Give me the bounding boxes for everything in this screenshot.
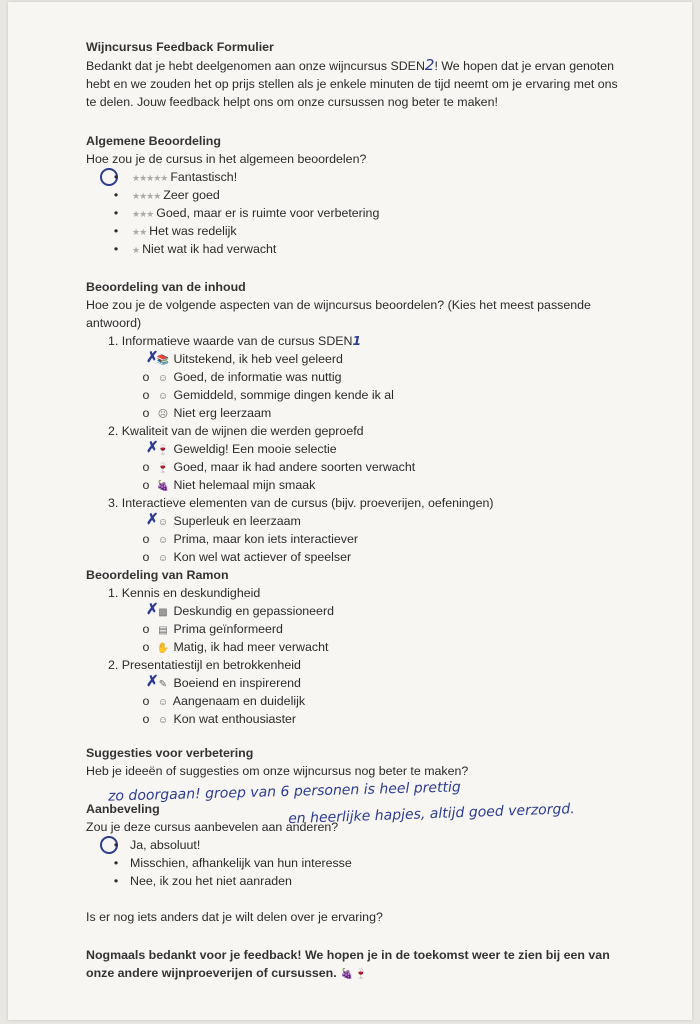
content-q1-option-2[interactable]: o ☺ Goed, de informatie was nuttig bbox=[156, 368, 342, 386]
circle-bullet-icon: o bbox=[142, 640, 150, 654]
bullet-icon: • bbox=[113, 224, 119, 238]
content-q1-option-1[interactable]: 📚 Uitstekend, ik heb veel geleerd bbox=[156, 350, 343, 368]
option-goed[interactable]: • ★★★ Goed, maar er is ruimte voor verbetering bbox=[108, 204, 379, 222]
general-question: Hoe zou je de cursus in het algemeen beoordelen? bbox=[86, 152, 367, 166]
smile-icon: ☺ bbox=[157, 715, 169, 726]
content-q2-option-1[interactable]: 🍷 Geweldig! Een mooie selectie bbox=[156, 440, 337, 458]
ramon-q2-option-3[interactable]: o ☺ Kon wat enthousiaster bbox=[156, 710, 296, 728]
handwritten-course-number: 1 bbox=[352, 333, 362, 348]
stars-icon: ★★★★★ bbox=[132, 173, 168, 183]
microphone-icon: ✎ bbox=[158, 679, 168, 690]
circle-bullet-icon: o bbox=[142, 622, 150, 636]
grapes-icon: 🍇 bbox=[156, 481, 170, 492]
bullet-icon: • bbox=[113, 874, 119, 888]
circle-bullet-icon: o bbox=[142, 460, 150, 474]
ramon-q2-option-1[interactable]: ✎ Boeiend en inspirerend bbox=[156, 674, 301, 692]
handwritten-course-number: 2 bbox=[424, 56, 435, 74]
ramon-q1-option-2[interactable]: o ▤ Prima geïnformeerd bbox=[156, 620, 283, 638]
recommend-options bbox=[86, 836, 666, 890]
wine-glass-icon: 🍷 bbox=[156, 463, 170, 474]
smile-icon: ☺ bbox=[157, 373, 169, 384]
bullet-icon: • bbox=[113, 188, 119, 202]
smile-icon: ☺ bbox=[157, 553, 169, 564]
section-heading-ramon: Beoordeling van Ramon bbox=[86, 568, 229, 582]
smile-icon: ☺ bbox=[157, 535, 169, 546]
ramon-q2-label: 2. Presentatiestijl en betrokkenheid bbox=[108, 658, 301, 672]
closing-text: Nogmaals bedankt voor je feedback! We hopen je in de toekomst weer te zien bij een van onze andere wijnproeverijen of cursussen. 🍇 🍷 bbox=[86, 946, 666, 984]
ramon-q1-label: 1. Kennis en deskundigheid bbox=[108, 586, 261, 600]
handwritten-suggestion-line-2: en heerlijke hapjes, altijd goed verzorgd. bbox=[287, 801, 575, 828]
book-icon: ▤ bbox=[158, 625, 168, 636]
content-q3-label: 3. Interactieve elementen van de cursus (bijv. proeverijen, oefeningen) bbox=[108, 496, 494, 510]
stars-icon: ★★ bbox=[132, 227, 147, 237]
content-q1-options bbox=[86, 350, 666, 422]
section-heading-content: Beoordeling van de inhoud bbox=[86, 280, 246, 294]
circle-bullet-icon: o bbox=[142, 550, 150, 564]
bullet-icon: • bbox=[113, 206, 119, 220]
bullet-icon: • bbox=[113, 242, 119, 256]
section-heading-general: Algemene Beoordeling bbox=[86, 134, 221, 148]
wine-glass-icon: 🍷 bbox=[156, 445, 170, 456]
handwritten-suggestion-line-1: zo doorgaan! groep van 6 personen is heel prettig bbox=[107, 779, 462, 805]
content-q1-option-3[interactable]: o ☺ Gemiddeld, sommige dingen kende ik al bbox=[156, 386, 394, 404]
teacher-icon: ▩ bbox=[158, 607, 168, 618]
hand-icon: ✋ bbox=[156, 643, 170, 654]
bullet-icon: • bbox=[113, 838, 119, 852]
content-question: Hoe zou je de volgende aspecten van de wijncursus beoordelen? (Kies het meest passende antwoord) bbox=[86, 298, 591, 330]
recommend-option-no[interactable]: • Nee, ik zou het niet aanraden bbox=[108, 872, 292, 890]
recommend-question: Zou je deze cursus aanbevelen aan anderen? bbox=[86, 820, 339, 834]
bullet-icon: • bbox=[113, 170, 119, 184]
content-q2-option-3[interactable]: o 🍇 Niet helemaal mijn smaak bbox=[156, 476, 315, 494]
recommend-option-yes[interactable]: • Ja, absoluut! bbox=[108, 836, 200, 854]
content-q2-options bbox=[86, 440, 666, 494]
general-options bbox=[86, 168, 666, 260]
ramon-q1-option-3[interactable]: o ✋ Matig, ik had meer verwacht bbox=[156, 638, 328, 656]
circle-bullet-icon: o bbox=[142, 478, 150, 492]
circle-bullet-icon: o bbox=[142, 532, 150, 546]
option-niet-verwacht[interactable]: • ★ Niet wat ik had verwacht bbox=[108, 240, 276, 258]
content-q3-option-1[interactable]: ☺ Superleuk en leerzaam bbox=[156, 512, 301, 530]
handwritten-cross-mark: ✗ bbox=[146, 439, 159, 456]
other-question: Is er nog iets anders dat je wilt delen over je ervaring? bbox=[86, 910, 383, 924]
ramon-q1-option-1[interactable]: ▩ Deskundig en gepassioneerd bbox=[156, 602, 334, 620]
smile-icon: ☺ bbox=[157, 517, 169, 528]
recommend-option-maybe[interactable]: • Misschien, afhankelijk van hun interesse bbox=[108, 854, 352, 872]
book-icon: 📚 bbox=[156, 355, 170, 366]
circle-bullet-icon: o bbox=[142, 370, 150, 384]
content-q1-label: 1. Informatieve waarde van de cursus SDEN1 bbox=[108, 333, 362, 348]
wine-glass-icon: 🍷 bbox=[354, 969, 368, 980]
content-q2-option-2[interactable]: o 🍷 Goed, maar ik had andere soorten verwacht bbox=[156, 458, 415, 476]
section-heading-recommend: Aanbeveling bbox=[86, 802, 160, 816]
section-heading-suggestions: Suggesties voor verbetering bbox=[86, 746, 254, 760]
form-title: Wijncursus Feedback Formulier bbox=[86, 40, 274, 54]
bullet-icon: • bbox=[113, 856, 119, 870]
handwritten-cross-mark: ✗ bbox=[146, 673, 159, 690]
content-q3-option-2[interactable]: o ☺ Prima, maar kon iets interactiever bbox=[156, 530, 358, 548]
circle-bullet-icon: o bbox=[142, 388, 150, 402]
stars-icon: ★★★★ bbox=[132, 191, 161, 201]
neutral-face-icon: ☹ bbox=[157, 409, 169, 420]
smile-icon: ☺ bbox=[157, 697, 169, 708]
handwritten-cross-mark: ✗ bbox=[146, 349, 159, 366]
suggestions-question: Heb je ideeën of suggesties om onze wijncursus nog beter te maken? bbox=[86, 764, 469, 778]
stars-icon: ★ bbox=[132, 245, 140, 255]
option-redelijk[interactable]: • ★★ Het was redelijk bbox=[108, 222, 237, 240]
content-q3-option-3[interactable]: o ☺ Kon wel wat actiever of speelser bbox=[156, 548, 351, 566]
feedback-form-page bbox=[8, 2, 692, 1020]
circle-bullet-icon: o bbox=[142, 694, 150, 708]
handwritten-cross-mark: ✗ bbox=[146, 601, 159, 618]
ramon-q2-options bbox=[86, 674, 666, 728]
smile-icon: ☺ bbox=[157, 391, 169, 402]
handwritten-cross-mark: ✗ bbox=[146, 511, 159, 528]
circle-bullet-icon: o bbox=[142, 712, 150, 726]
content-q1-option-4[interactable]: o ☹ Niet erg leerzaam bbox=[156, 404, 271, 422]
grapes-icon: 🍇 bbox=[340, 969, 354, 980]
option-zeer-goed[interactable]: • ★★★★ Zeer goed bbox=[108, 186, 220, 204]
content-q3-options bbox=[86, 512, 666, 566]
ramon-q2-option-2[interactable]: o ☺ Aangenaam en duidelijk bbox=[156, 692, 305, 710]
stars-icon: ★★★ bbox=[132, 209, 154, 219]
intro-text: Bedankt dat je hebt deelgenomen aan onze wijncursus SDEN2! We hopen dat je ervan genoten hebt en we zouden het op prijs stellen als je enkele minuten de tijd neemt om je ervaring met ons te delen. Jouw feedback helpt ons om onze cursussen nog beter te maken! bbox=[86, 56, 618, 109]
content-q2-label: 2. Kwaliteit van de wijnen die werden geproefd bbox=[108, 424, 364, 438]
circle-bullet-icon: o bbox=[142, 406, 150, 420]
option-fantastisch[interactable]: • ★★★★★ Fantastisch! bbox=[108, 168, 237, 186]
ramon-q1-options bbox=[86, 602, 666, 656]
